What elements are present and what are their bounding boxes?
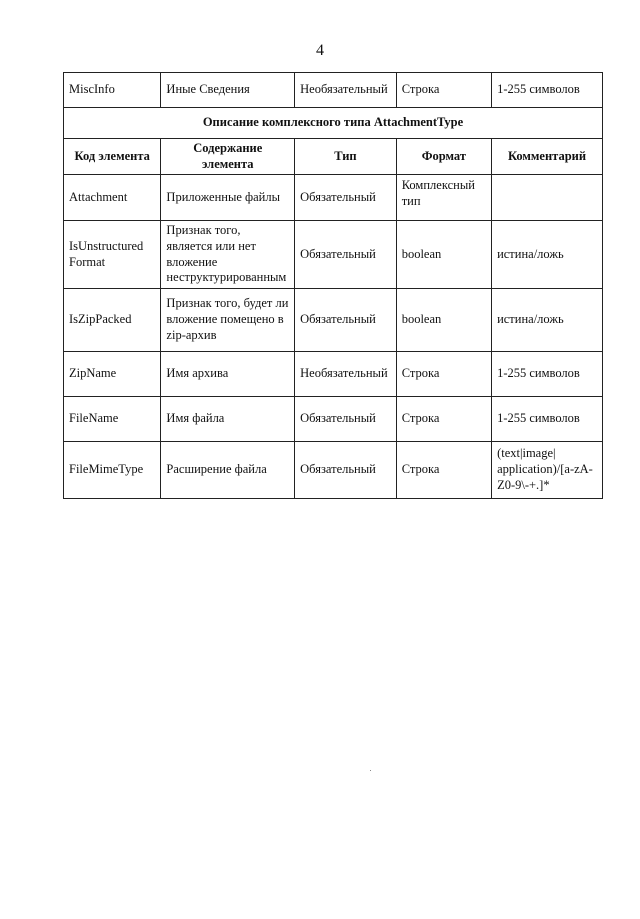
cell-format: Строка — [396, 351, 491, 396]
header-type: Тип — [295, 139, 397, 175]
cell-content: Приложенные файлы — [161, 175, 295, 221]
cell-code: ZipName — [64, 351, 161, 396]
table-row-zipname — [64, 351, 603, 396]
cell-type: Обязательный — [295, 288, 397, 351]
header-code: Код элемента — [64, 139, 161, 175]
table-row-attachment — [64, 175, 603, 221]
section-title: Описание комплексного типа AttachmentType — [64, 108, 603, 139]
table-row-isunstructuredformat — [64, 221, 603, 289]
cell-format: Строка — [396, 73, 491, 108]
cell-comment: 1-255 символов — [492, 73, 603, 108]
attachment-type-table — [63, 72, 603, 499]
cell-format: Строка — [396, 441, 491, 498]
cell-code: FileMimeType — [64, 441, 161, 498]
table-section-row — [64, 108, 603, 139]
cell-content: Расширение файла — [161, 441, 295, 498]
cell-format: boolean — [396, 221, 491, 289]
cell-code: IsZipPacked — [64, 288, 161, 351]
header-comment: Комментарий — [492, 139, 603, 175]
cell-code: FileName — [64, 396, 161, 441]
header-format: Формат — [396, 139, 491, 175]
cell-format: Комплексный тип — [396, 175, 491, 221]
cell-type: Необязательный — [295, 73, 397, 108]
cell-comment: истина/ложь — [492, 288, 603, 351]
cell-type: Обязательный — [295, 441, 397, 498]
cell-content: Имя файла — [161, 396, 295, 441]
cell-content: Признак того, будет ли вложение помещено в zip-архив — [161, 288, 295, 351]
cell-comment: 1-255 символов — [492, 351, 603, 396]
table-row-filemimetype — [64, 441, 603, 498]
cell-type: Необязательный — [295, 351, 397, 396]
cell-content: Иные Сведения — [161, 73, 295, 108]
cell-content: Признак того, является или нет вложение неструктурированным — [161, 221, 295, 289]
cell-format: Строка — [396, 396, 491, 441]
page-number: 4 — [316, 42, 324, 59]
cell-comment — [492, 175, 603, 221]
header-content: Содержание элемента — [161, 139, 295, 175]
table-row-filename — [64, 396, 603, 441]
table-header-row — [64, 139, 603, 175]
cell-type: Обязательный — [295, 396, 397, 441]
cell-code: IsUnstructured Format — [64, 221, 161, 289]
cell-code: Attachment — [64, 175, 161, 221]
cell-format: boolean — [396, 288, 491, 351]
table-row-miscinfo — [64, 73, 603, 108]
table-row-iszippacked — [64, 288, 603, 351]
cell-comment: истина/ложь — [492, 221, 603, 289]
cell-type: Обязательный — [295, 175, 397, 221]
cell-content: Имя архива — [161, 351, 295, 396]
scan-speck — [370, 770, 371, 771]
cell-comment: (text|image| application)/[a-zA-Z0-9\-+.]* — [492, 441, 603, 498]
cell-type: Обязательный — [295, 221, 397, 289]
cell-comment: 1-255 символов — [492, 396, 603, 441]
cell-code: MiscInfo — [64, 73, 161, 108]
